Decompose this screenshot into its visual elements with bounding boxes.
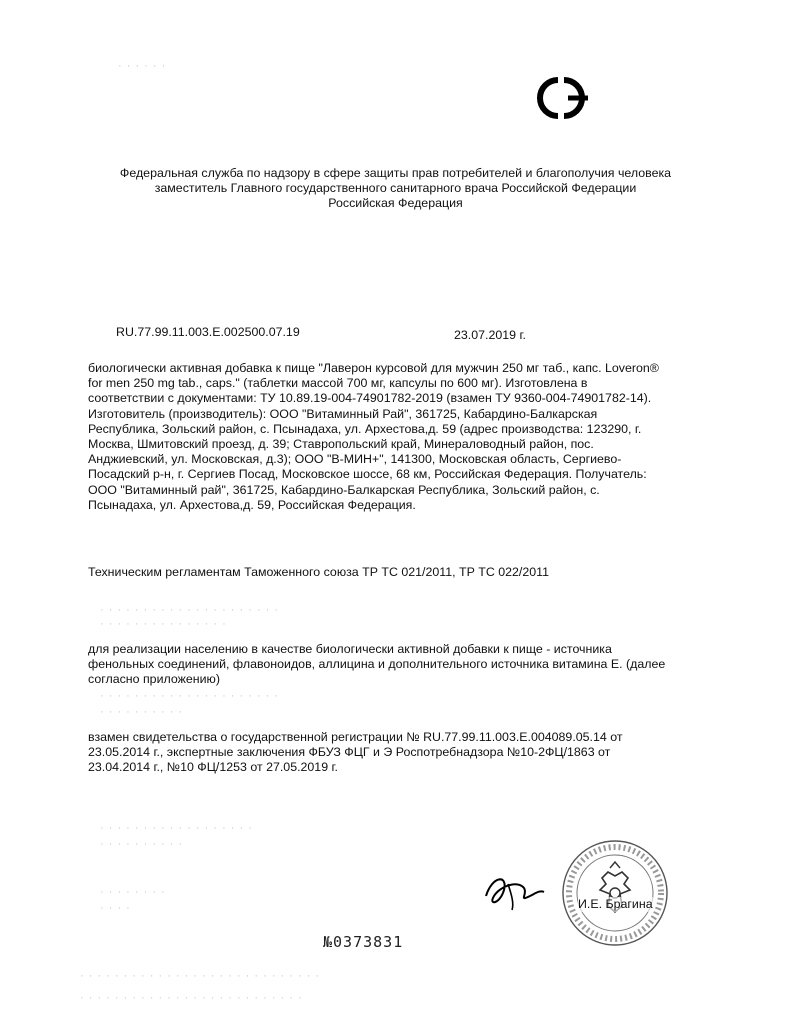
replacement-line: 23.04.2014 г., №10 ФЦ/1253 от 27.05.2019 г.: [88, 760, 338, 775]
header-line-1: Федеральная служба по надзору в сфере защиты прав потребителей и благополучия человека: [119, 166, 672, 180]
faint-form-line: · · · · · · · · · · · · · · · · · ·: [100, 822, 253, 834]
logo: [528, 70, 598, 126]
faint-form-line: · · · · · · · · · ·: [100, 838, 184, 850]
product-line: соответствии с документами: ТУ 10.89.19-004-74901782-2019 (взамен ТУ 9360-004-74901782-14).: [88, 391, 652, 406]
product-line: Псынадаха, ул. Архестова,д. 59, Российская Федерация.: [88, 497, 416, 512]
registration-number: RU.77.99.11.003.Е.002500.07.19: [116, 325, 300, 339]
purpose-line: согласно приложению): [88, 672, 220, 687]
product-line: Москва, Шмитовский проезд, д. 39; Ставропольский край, Минераловодный район, пос.: [88, 437, 594, 452]
replacement: [88, 730, 623, 776]
product-line: Анджиевский, ул. Московская, д.3); ООО "В-МИН+", 141300, Московская область, Сергиево-: [88, 452, 622, 467]
signatory-name: И.Е. Брагина: [578, 897, 653, 911]
form-number: №0373831: [323, 933, 404, 951]
regulations: Техническим регламентам Таможенного союза ТР ТС 021/2011, ТР ТС 022/2011: [88, 565, 550, 579]
faint-form-line: · · · · · · · · · · · · · · · · · · · · ·: [100, 604, 280, 616]
registration-date: 23.07.2019 г.: [454, 328, 526, 342]
faint-form-line: · · · · · · · · · · · · · · ·: [100, 618, 227, 630]
faint-footer-line: · · · · · · · · · · · · · · · · · · · · · · · · · · · ·: [80, 970, 321, 982]
product-line: ООО "Витаминный рай", 361725, Кабардино-Балкарская Республика, Зольский район, с.: [88, 482, 600, 497]
product-line: for men 250 mg tab., caps." (таблетки массой 700 мг, капсулы по 600 мг). Изготовлена в: [88, 376, 588, 391]
product-line: Республика, Зольский район, с. Псынадаха, ул. Архестова,д. 59 (адрес производства: 123290, г.: [88, 421, 642, 436]
purpose-line: для реализации населению в качестве биологически активной добавки к пище - источника: [88, 642, 612, 656]
coat-of-arms-stamp-icon: [560, 838, 670, 948]
faint-form-line: · · · ·: [100, 902, 131, 914]
product-description: [88, 361, 659, 513]
purpose: [88, 642, 665, 688]
replacement-line: 23.05.2014 г., экспертные заключения ФБУЗ ФЦГ и Э Роспотребнадзора №10-2ФЦ/1863 от: [88, 745, 611, 760]
product-line: Изготовитель (производитель): ООО "Витаминный Рай", 361725, Кабардино-Балкарская: [88, 406, 598, 421]
signature: [478, 866, 548, 916]
faint-form-line: · · · · · · · ·: [100, 886, 166, 898]
product-line: Посадский р-н, г. Сергиев Посад, Московское шоссе, 68 км, Российская Федерация. Получатель:: [88, 467, 647, 482]
official-stamp: [560, 838, 670, 948]
product-line: биологически активная добавка к пище "Лаверон курсовой для мужчин 250 мг таб., капс. Loveron®: [88, 361, 659, 375]
header-line-2: заместитель Главного государственного санитарного врача Российской Федерации: [154, 181, 637, 195]
faint-footer-line: · · · · · · · · · · · · · · · · · · · · · · · · · ·: [80, 992, 303, 1004]
replacement-line: взамен свидетельства о государственной регистрации № RU.77.99.11.003.Е.004089.05.14 от: [88, 730, 623, 744]
faint-form-line: · · · · · · · · · · · · · · · · · · · · ·: [100, 690, 280, 702]
faint-header-marks: · · · · · ·: [118, 60, 167, 72]
faint-form-line: · · · · · · · · · ·: [100, 706, 184, 718]
signature-scribble-icon: [478, 866, 548, 916]
header-line-3: Российская Федерация: [328, 196, 463, 210]
purpose-line: фенольных соединений, флавоноидов, аллицина и дополнительного источника витамина Е. (далее: [88, 657, 666, 672]
sanitary-epidemiological-mark-icon: [528, 70, 598, 126]
